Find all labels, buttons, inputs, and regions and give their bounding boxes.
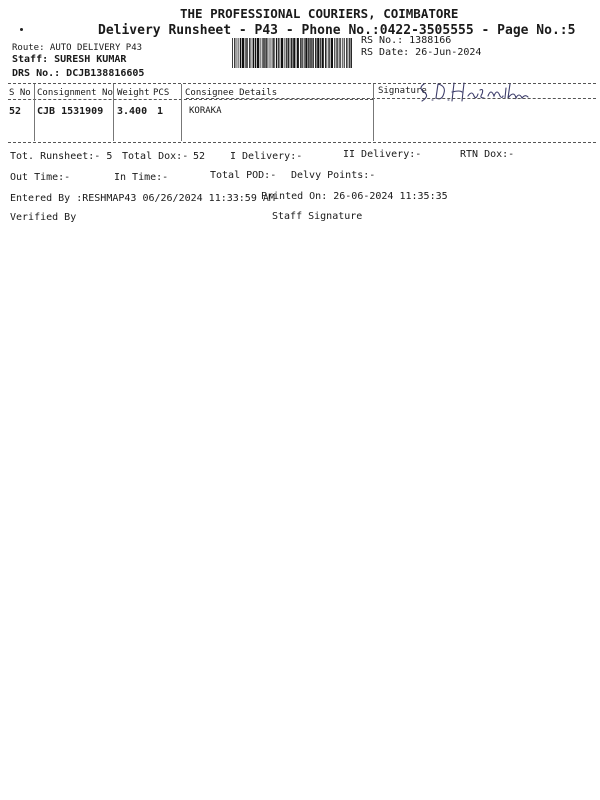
barcode-bar	[288, 38, 289, 68]
barcode-bar	[268, 38, 269, 68]
barcode-bar	[276, 38, 277, 68]
barcode-bar	[344, 38, 345, 68]
cell-consignment: CJB 1531909	[37, 106, 104, 117]
barcode-bar	[291, 38, 292, 68]
barcode-bar	[300, 38, 301, 68]
barcode-bar	[263, 38, 264, 68]
barcode-bar	[297, 38, 299, 68]
barcode-bar	[280, 38, 281, 68]
barcode-bar	[349, 38, 350, 68]
cell-weight: 3.400	[117, 106, 148, 117]
barcode-bar	[310, 38, 311, 68]
barcode-bar	[272, 38, 273, 68]
barcode-bar	[238, 38, 239, 68]
total-dox-label: Total Dox:-	[122, 151, 189, 162]
barcode-bar	[293, 38, 295, 68]
barcode-bar	[348, 38, 349, 68]
cell-consignee: KORAKA	[189, 106, 222, 116]
barcode-bar	[245, 38, 246, 68]
barcode-bar	[253, 38, 254, 68]
barcode-bar	[337, 38, 338, 68]
i-delivery: I Delivery:-	[230, 151, 303, 162]
barcode-bar	[346, 38, 347, 68]
handwritten-signature	[418, 78, 538, 104]
barcode-bar	[242, 38, 244, 68]
total-runsheet: Tot. Runsheet:- 5	[10, 151, 113, 162]
col-header-consignment: Consignment No	[37, 88, 113, 98]
rs-number: RS No.: 1388166	[361, 35, 452, 46]
col-header-consignee: Consignee Details	[185, 88, 278, 98]
out-time: Out Time:-	[10, 172, 71, 183]
entered-by: Entered By :RESHMAP43 06/26/2024 11:33:59 AM	[10, 193, 275, 204]
barcode-bar	[342, 38, 343, 68]
barcode-bar	[304, 38, 305, 68]
barcode-bar	[285, 38, 286, 68]
barcode-bar	[232, 38, 233, 68]
cell-sno: 52	[9, 106, 22, 117]
barcode-bar	[278, 38, 279, 68]
barcode-bar	[315, 38, 316, 68]
table-header-rule	[8, 99, 373, 100]
rs-date: RS Date: 26-Jun-2024	[361, 47, 482, 58]
runsheet-heading: Delivery Runsheet - P43 - Phone No.:0422-3505555 - Page No.:5	[98, 23, 576, 38]
staff-signature-label: Staff Signature	[272, 211, 363, 222]
barcode-bar	[240, 38, 241, 68]
table-bottom-rule	[8, 142, 596, 143]
barcode-bar	[251, 38, 252, 68]
verified-by: Verified By	[10, 212, 77, 223]
barcode-bar	[340, 38, 341, 68]
total-pod: Total POD:-	[210, 170, 277, 181]
rtn-dox: RTN Dox:-	[460, 149, 515, 160]
in-time: In Time:-	[114, 172, 169, 183]
barcode	[232, 38, 352, 68]
barcode-bar	[236, 38, 237, 68]
barcode-bar	[312, 38, 313, 68]
barcode-bar	[270, 38, 271, 68]
barcode-bar	[336, 38, 337, 68]
barcode-bar	[317, 38, 319, 68]
barcode-bar	[328, 38, 329, 68]
barcode-bar	[305, 38, 307, 68]
barcode-bar	[339, 38, 340, 68]
printed-on: Printed On: 26-06-2024 11:35:35	[261, 191, 448, 202]
barcode-bar	[262, 38, 263, 68]
barcode-bar	[302, 38, 303, 68]
col-header-weight: Weight	[117, 88, 150, 98]
barcode-bar	[273, 38, 274, 68]
col-header-pcs: PCS	[153, 88, 170, 98]
barcode-bar	[257, 38, 259, 68]
barcode-bar	[334, 38, 335, 68]
cell-pcs: 1	[157, 106, 164, 117]
stray-mark	[20, 28, 23, 31]
barcode-bar	[255, 38, 256, 68]
drs-number: DRS No.: DCJB138816605	[12, 68, 145, 79]
staff-label: Staff: SURESH KUMAR	[12, 54, 127, 65]
barcode-bar	[286, 38, 287, 68]
col-header-signature: Signature	[378, 86, 427, 96]
col-header-sno: S No	[9, 88, 31, 98]
barcode-bar	[351, 38, 352, 68]
barcode-bar	[331, 38, 333, 68]
barcode-bar	[249, 38, 250, 68]
barcode-bar	[329, 38, 330, 68]
barcode-bar	[260, 38, 261, 68]
barcode-bar	[281, 38, 283, 68]
barcode-bar	[246, 38, 247, 68]
barcode-bar	[265, 38, 266, 68]
col-divider	[113, 84, 114, 141]
barcode-bar	[320, 38, 321, 68]
barcode-bar	[234, 38, 235, 68]
col-divider	[373, 84, 374, 141]
col-divider	[34, 84, 35, 141]
company-title: THE PROFESSIONAL COURIERS, COIMBATORE	[180, 6, 459, 21]
barcode-bar	[308, 38, 309, 68]
delivery-points: Delvy Points:-	[291, 170, 376, 181]
col-divider	[181, 84, 182, 141]
barcode-bar	[325, 38, 326, 68]
barcode-bar	[322, 38, 324, 68]
barcode-bar	[290, 38, 291, 68]
total-dox-value: 52	[193, 151, 206, 162]
ii-delivery: II Delivery:-	[343, 149, 422, 160]
route-label: Route: AUTO DELIVERY P43	[12, 43, 143, 53]
